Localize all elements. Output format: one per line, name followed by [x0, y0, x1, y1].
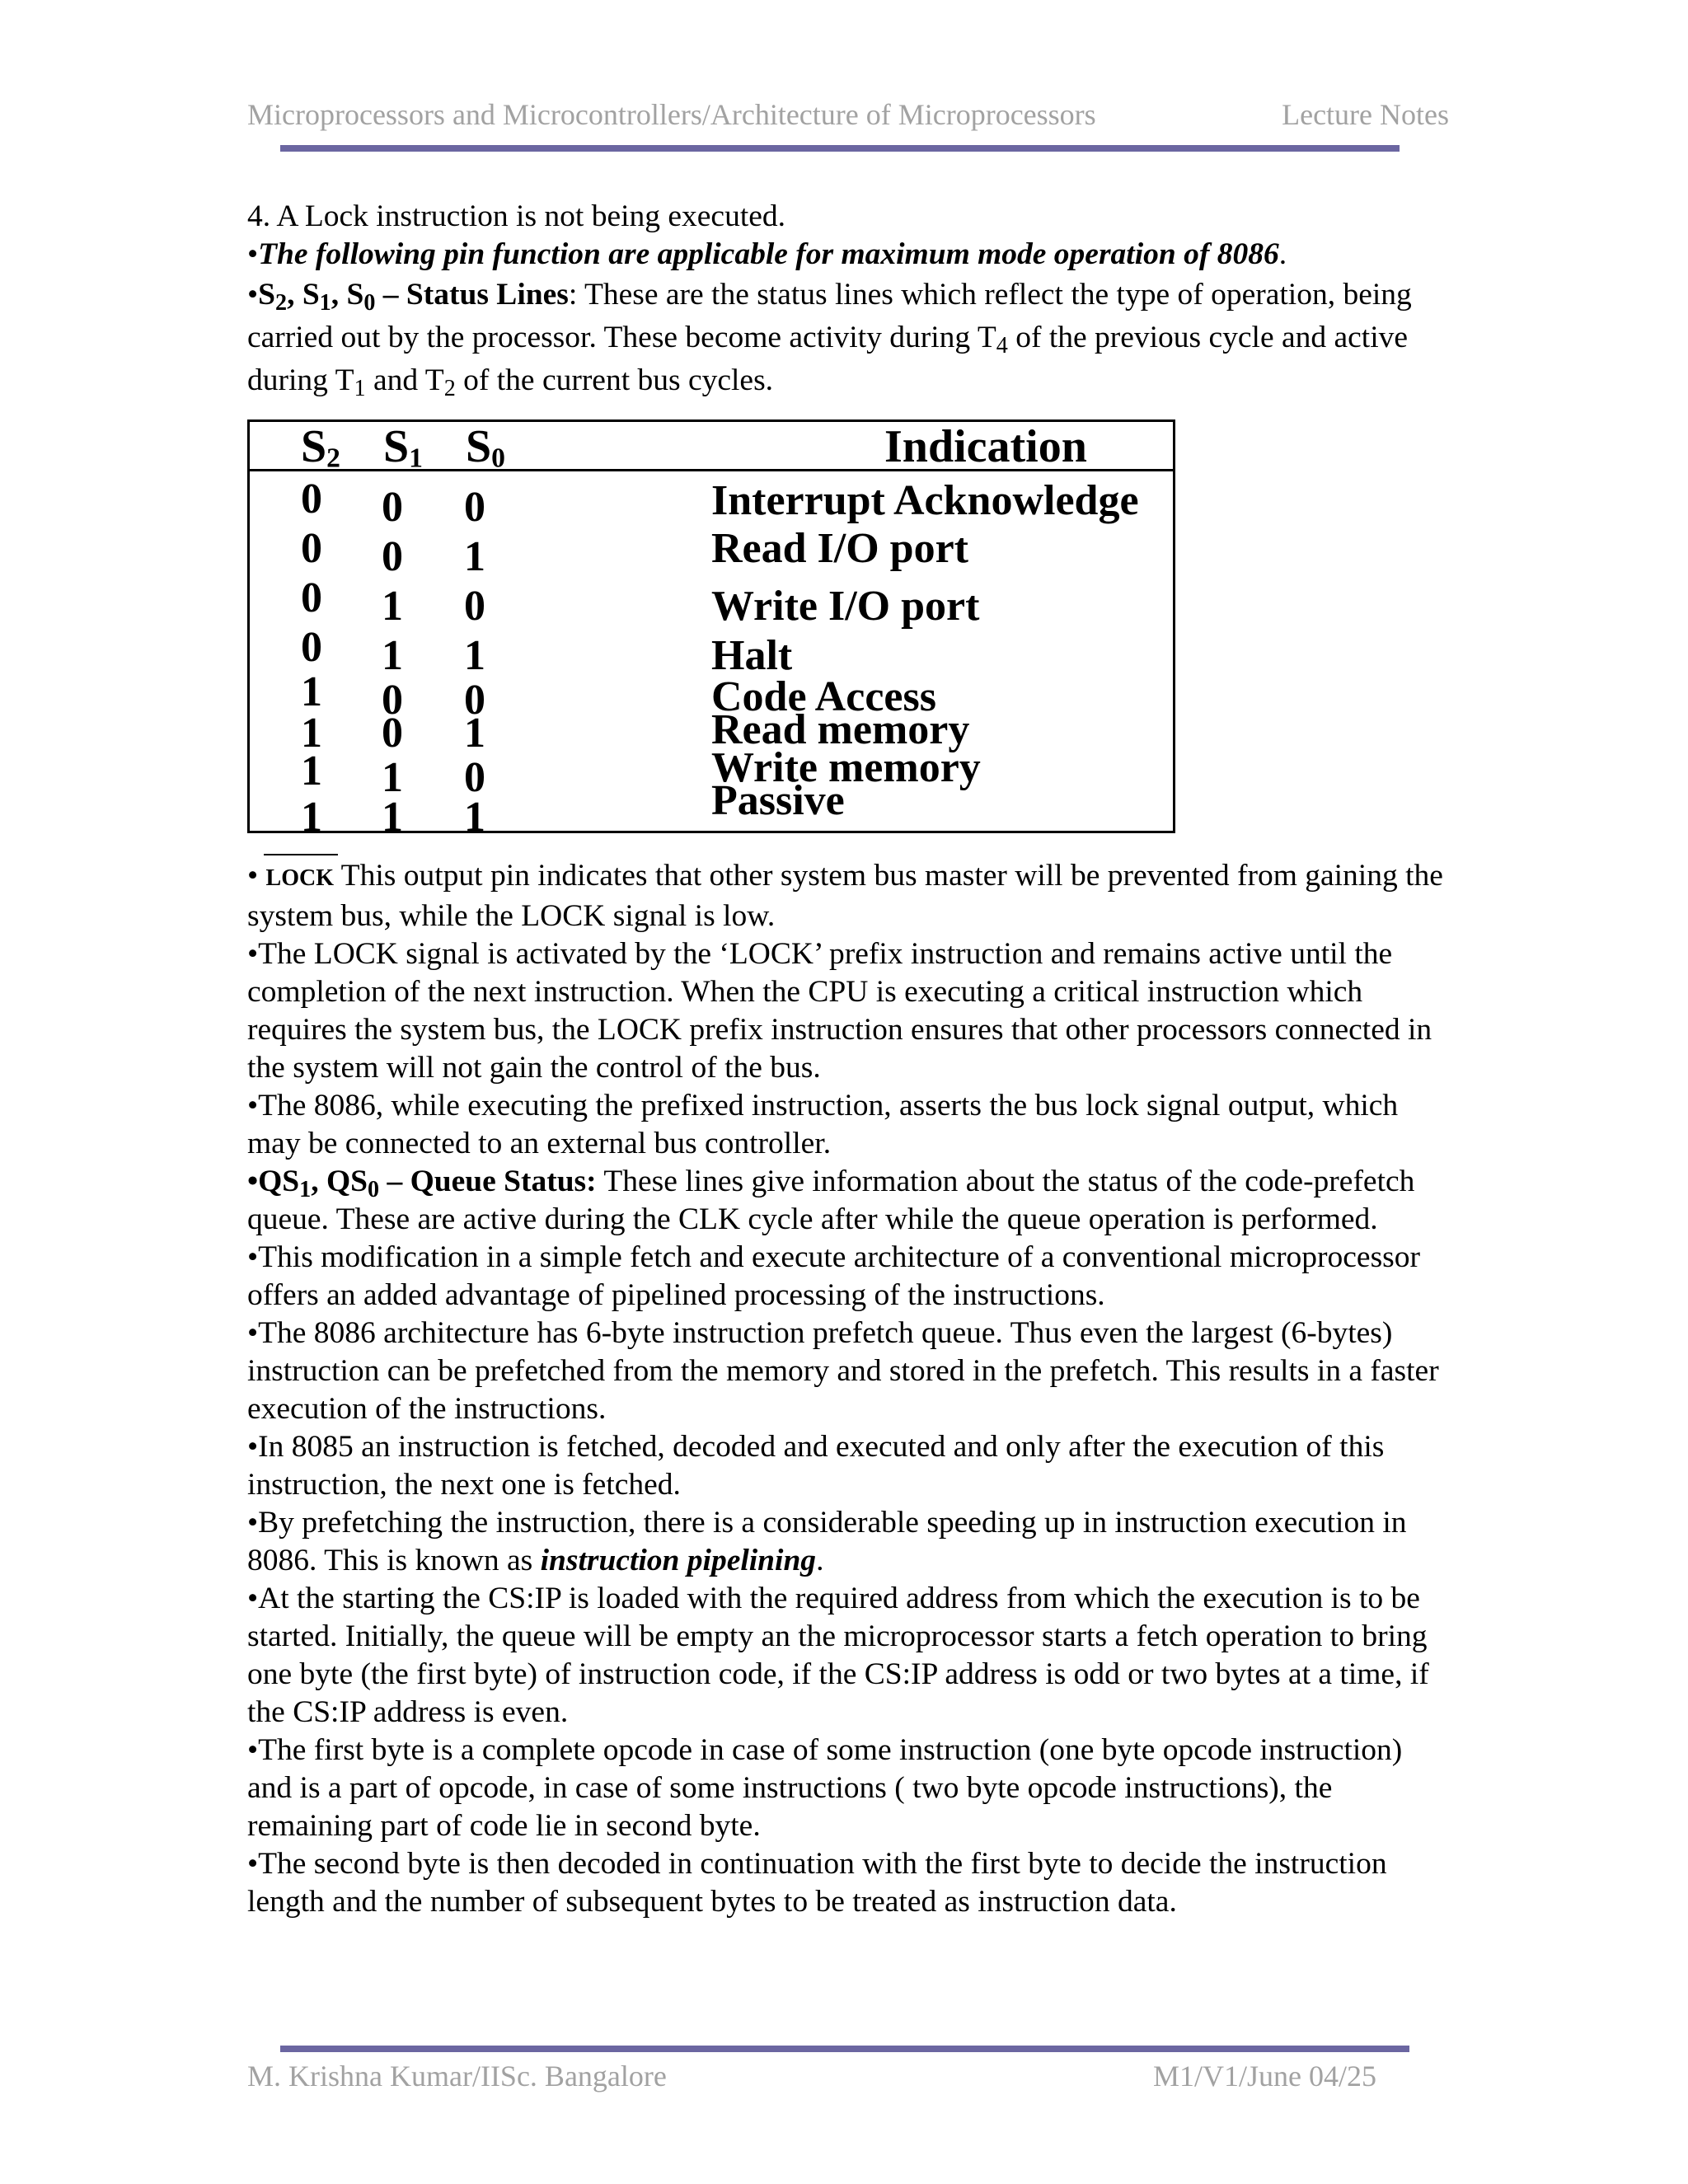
- header-s2: $S_2$: [301, 421, 340, 474]
- cell-indication: Write memory: [711, 744, 981, 791]
- page-header: [247, 97, 1449, 138]
- header-s0: $S_0$: [466, 421, 505, 474]
- cell-indication: Read I/O port: [711, 525, 968, 572]
- footer-rule: [280, 2046, 1409, 2052]
- intro-line-1: 4. A Lock instruction is not being executed.: [247, 199, 786, 233]
- pipelining-paragraph: •By prefetching the instruction, there is a considerable speeding up in instruction execution in 8086. This is known as instruction pipelining.: [247, 1506, 1407, 1577]
- max-mode-note: [247, 236, 1451, 274]
- cell-s2: 0: [301, 525, 322, 572]
- status-lines-label: $S_2$, $S_1$, $S_0$ – Status Lines: [258, 278, 569, 316]
- cell-s0: 0: [464, 754, 485, 801]
- cell-s0: 0: [464, 484, 485, 531]
- csip-paragraph: •At the starting the CS:IP is loaded with the required address from which the execution is to be started. Initially, the queue will be empty an the microprocessor starts a fetch operation to bring one byte (the first byte) of instruction code, if the CS:IP address is odd or two bytes at a time, if the CS:IP address is even.: [247, 1582, 1429, 1729]
- cell-s2: 0: [301, 624, 322, 671]
- cell-s0: 1: [464, 533, 485, 580]
- cell-s1: 0: [382, 710, 403, 757]
- queue-status-label: $•QS_1$, $QS_0$ – Queue Status:: [247, 1165, 597, 1203]
- body-section: [247, 857, 1451, 1921]
- queue-status-paragraph: $•QS_1$, $QS_0$ – Queue Status: These lines give information about the status of the code-prefetch queue. These are active during the CLK cycle after while the queue operation is performed.: [247, 1165, 1415, 1236]
- cell-indication: Write I/O port: [711, 583, 980, 630]
- cell-s1: 0: [382, 484, 403, 531]
- cell-s1: 1: [382, 794, 403, 841]
- cell-s2: 1: [301, 748, 322, 794]
- cell-s1: 0: [382, 533, 403, 580]
- cell-indication: Passive: [711, 777, 845, 824]
- cell-s0: 1: [464, 632, 485, 679]
- cell-s2: 0: [301, 574, 322, 621]
- header-course-title: Microprocessors and Microcontrollers/Architecture of Microprocessors: [247, 98, 1096, 131]
- cell-s1: 0: [382, 677, 403, 724]
- cell-indication: Halt: [711, 632, 793, 679]
- table-header-divider: [250, 469, 1173, 471]
- status-lines-table: [247, 419, 1175, 841]
- header-s1: $S_1$: [383, 421, 423, 474]
- footer-page-ref: M1/V1/June 04/25: [1152, 2060, 1376, 2093]
- lock-paragraph: • LOCK This output pin indicates that other system bus master will be prevented from gaining the system bus, while the LOCK signal is low.: [247, 859, 1443, 933]
- cell-s2: 1: [301, 794, 322, 841]
- header-rule: [280, 145, 1400, 152]
- bullet: •: [247, 278, 259, 312]
- cell-s1: 1: [382, 632, 403, 679]
- cell-s0: 1: [464, 710, 485, 757]
- cell-indication: Interrupt Acknowledge: [711, 477, 1139, 524]
- max-mode-text: The following pin function are applicable for maximum mode operation of 8086: [258, 237, 1279, 271]
- cell-s1: 1: [382, 583, 403, 630]
- cell-s0: 0: [464, 677, 485, 724]
- cell-s0: 0: [464, 583, 485, 630]
- 8085-paragraph: •In 8085 an instruction is fetched, decoded and executed and only after the execution of this instruction, the next one is fetched.: [247, 1430, 1385, 1502]
- first-byte-paragraph: •The first byte is a complete opcode in case of some instruction (one byte opcode instruction) and is a part of opcode, in case of some instructions ( two byte opcode instructions), the remaining part of code lie in second byte.: [247, 1733, 1403, 1843]
- cell-indication: Read memory: [711, 706, 970, 753]
- intro-section: [247, 198, 1451, 402]
- pipeline-advantage-paragraph: •This modification in a simple fetch and execute architecture of a conventional microprocessor offers an added advantage of pipelined processing of the instructions.: [247, 1240, 1421, 1312]
- status-lines-paragraph: $•S_2$, $S_1$, $S_0$ – Status Lines: These are the status lines which reflect the type of operation, being carried out by the processor. These become activity during $T_4$ of the previous cycle and active during $T_1$ and $T_2$ of the current bus cycles.: [247, 278, 1412, 402]
- cell-s0: 1: [464, 794, 485, 841]
- cell-indication: Code Access: [711, 673, 936, 720]
- header-doc-type: Lecture Notes: [1282, 98, 1449, 131]
- cell-s2: 1: [301, 710, 322, 757]
- pipelining-term: instruction pipelining: [540, 1544, 817, 1577]
- lock-overbar: [264, 854, 338, 855]
- second-byte-paragraph: •The second byte is then decoded in continuation with the first byte to decide the instruction length and the number of subsequent bytes to be treated as instruction data.: [247, 1847, 1387, 1919]
- cell-s1: 1: [382, 754, 403, 801]
- cell-s2: 0: [301, 476, 322, 523]
- lock-signal-paragraph: •The LOCK signal is activated by the ‘LOCK’ prefix instruction and remains active until the completion of the next instruction. When the CPU is executing a critical instruction which requires the system bus, the LOCK prefix instruction ensures that other processors connected in the system will not gain the control of the bus.: [247, 937, 1432, 1085]
- bus-lock-paragraph: •The 8086, while executing the prefixed instruction, asserts the bus lock signal output, which may be connected to an external bus controller.: [247, 1089, 1399, 1160]
- period: .: [1278, 237, 1287, 271]
- header-indication: Indication: [884, 421, 1087, 472]
- lock-pin-label: LOCK: [265, 865, 334, 891]
- prefetch-queue-paragraph: •The 8086 architecture has 6-byte instruction prefetch queue. Thus even the largest (6-bytes) instruction can be prefetched from the memory and stored in the prefetch. This results in a faster execution of the instructions.: [247, 1316, 1439, 1426]
- bullet: •: [247, 237, 259, 271]
- cell-s2: 1: [301, 668, 322, 715]
- footer-author: M. Krishna Kumar/IISc. Bangalore: [247, 2060, 667, 2093]
